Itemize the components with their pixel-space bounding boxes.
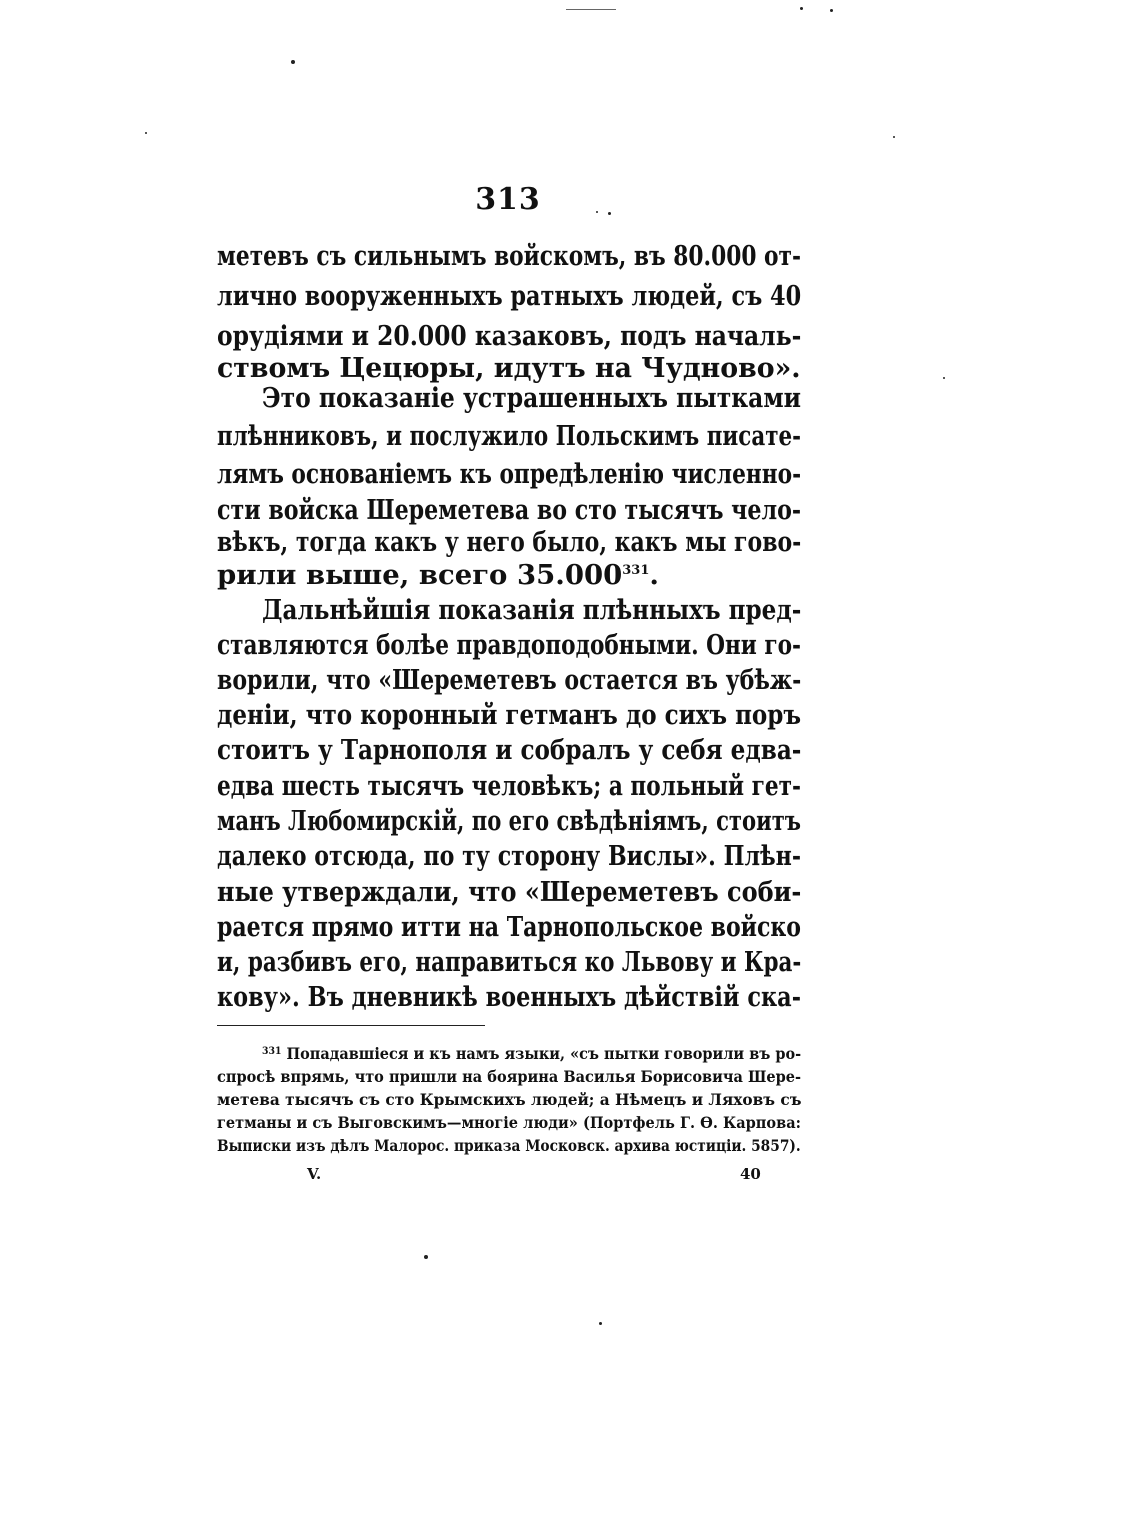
body-line: далеко отсюда, по ту сторону Вислы». Плѣн- (217, 840, 801, 872)
scan-speck (800, 7, 803, 10)
signature-sheet: 40 (740, 1165, 761, 1183)
body-line: Это показаніе устрашенныхъ пытками (262, 382, 802, 414)
body-line: рается прямо итти на Тарнопольское войско (217, 911, 801, 943)
body-line: кову». Въ дневникѣ военныхъ дѣйствій ска- (217, 981, 801, 1013)
body-line: сти войска Шереметева во сто тысячъ чело- (217, 494, 802, 526)
footnote-line: метева тысячъ съ сто Крымскихъ людей; а Нѣмецъ и Ляховъ съ (217, 1090, 802, 1109)
scan-speck (291, 60, 295, 64)
body-line: ствомъ Цецюры, идутъ на Чудново». (217, 352, 801, 384)
footnote-marker: 331 (262, 1046, 282, 1057)
body-line: плѣнниковъ, и послужило Польскимъ писате- (217, 420, 801, 452)
footnote-text: Попадавшіеся и къ намъ языки, «съ пытки говорили въ ро- (286, 1044, 802, 1063)
body-line: стоитъ у Тарнополя и собралъ у себя едва- (217, 734, 802, 766)
footnote-divider (217, 1025, 485, 1026)
scan-speck (424, 1255, 428, 1259)
body-line: и, разбивъ его, направиться ко Львову и Кра- (217, 946, 802, 978)
body-line: Дальнѣйшія показанія плѣнныхъ пред- (262, 594, 802, 626)
body-line: орудіями и 20.000 казаковъ, подъ началь- (217, 320, 802, 352)
body-line: ворили, что «Шереметевъ остается въ убѣж- (217, 664, 802, 696)
body-line: ставляются болѣе правдоподобными. Они го- (217, 629, 801, 661)
body-line: манъ Любомирскій, по его свѣдѣніямъ, стоитъ (217, 805, 801, 837)
body-line: деніи, что коронный гетманъ до сихъ поръ (217, 699, 801, 731)
body-line-text: рили выше, всего 35.000 (217, 559, 623, 591)
footnote-reference: 331 (622, 563, 650, 578)
scan-speck (596, 211, 598, 213)
scan-speck (943, 377, 945, 379)
body-line: лично вооруженныхъ ратныхъ людей, съ 40 (217, 280, 802, 312)
body-line: вѣкъ, тогда какъ у него было, какъ мы гово- (217, 526, 802, 558)
body-line: едва шесть тысячъ человѣкъ; а польный гет- (217, 770, 801, 802)
body-line: метевъ съ сильнымъ войскомъ, въ 80.000 от- (217, 240, 801, 272)
body-line: лямъ основаніемъ къ опредѣленію численно- (217, 458, 802, 490)
page-number: 313 (475, 182, 541, 217)
footnote-line: гетманы и съ Выговскимъ—многіе люди» (Портфель Г. Ѳ. Карпова: (217, 1113, 801, 1132)
scan-mark (566, 9, 616, 10)
scan-speck (893, 136, 895, 138)
scan-speck (145, 132, 147, 134)
signature-volume: V. (307, 1165, 322, 1183)
body-line: ные утверждали, что «Шереметевъ соби- (217, 876, 802, 908)
scan-speck (608, 212, 611, 215)
footnote-line (262, 1043, 801, 1065)
footnote-line: спросѣ впрямь, что пришли на боярина Василья Борисовича Шере- (217, 1067, 801, 1086)
body-line-period: . (649, 559, 659, 591)
scan-speck (599, 1322, 602, 1325)
body-line-with-ref (217, 555, 801, 595)
scan-speck (830, 9, 833, 12)
footnote-line: Выписки изъ дѣлъ Малорос. приказа Московск. архива юстиціи. 5857). (217, 1136, 801, 1155)
